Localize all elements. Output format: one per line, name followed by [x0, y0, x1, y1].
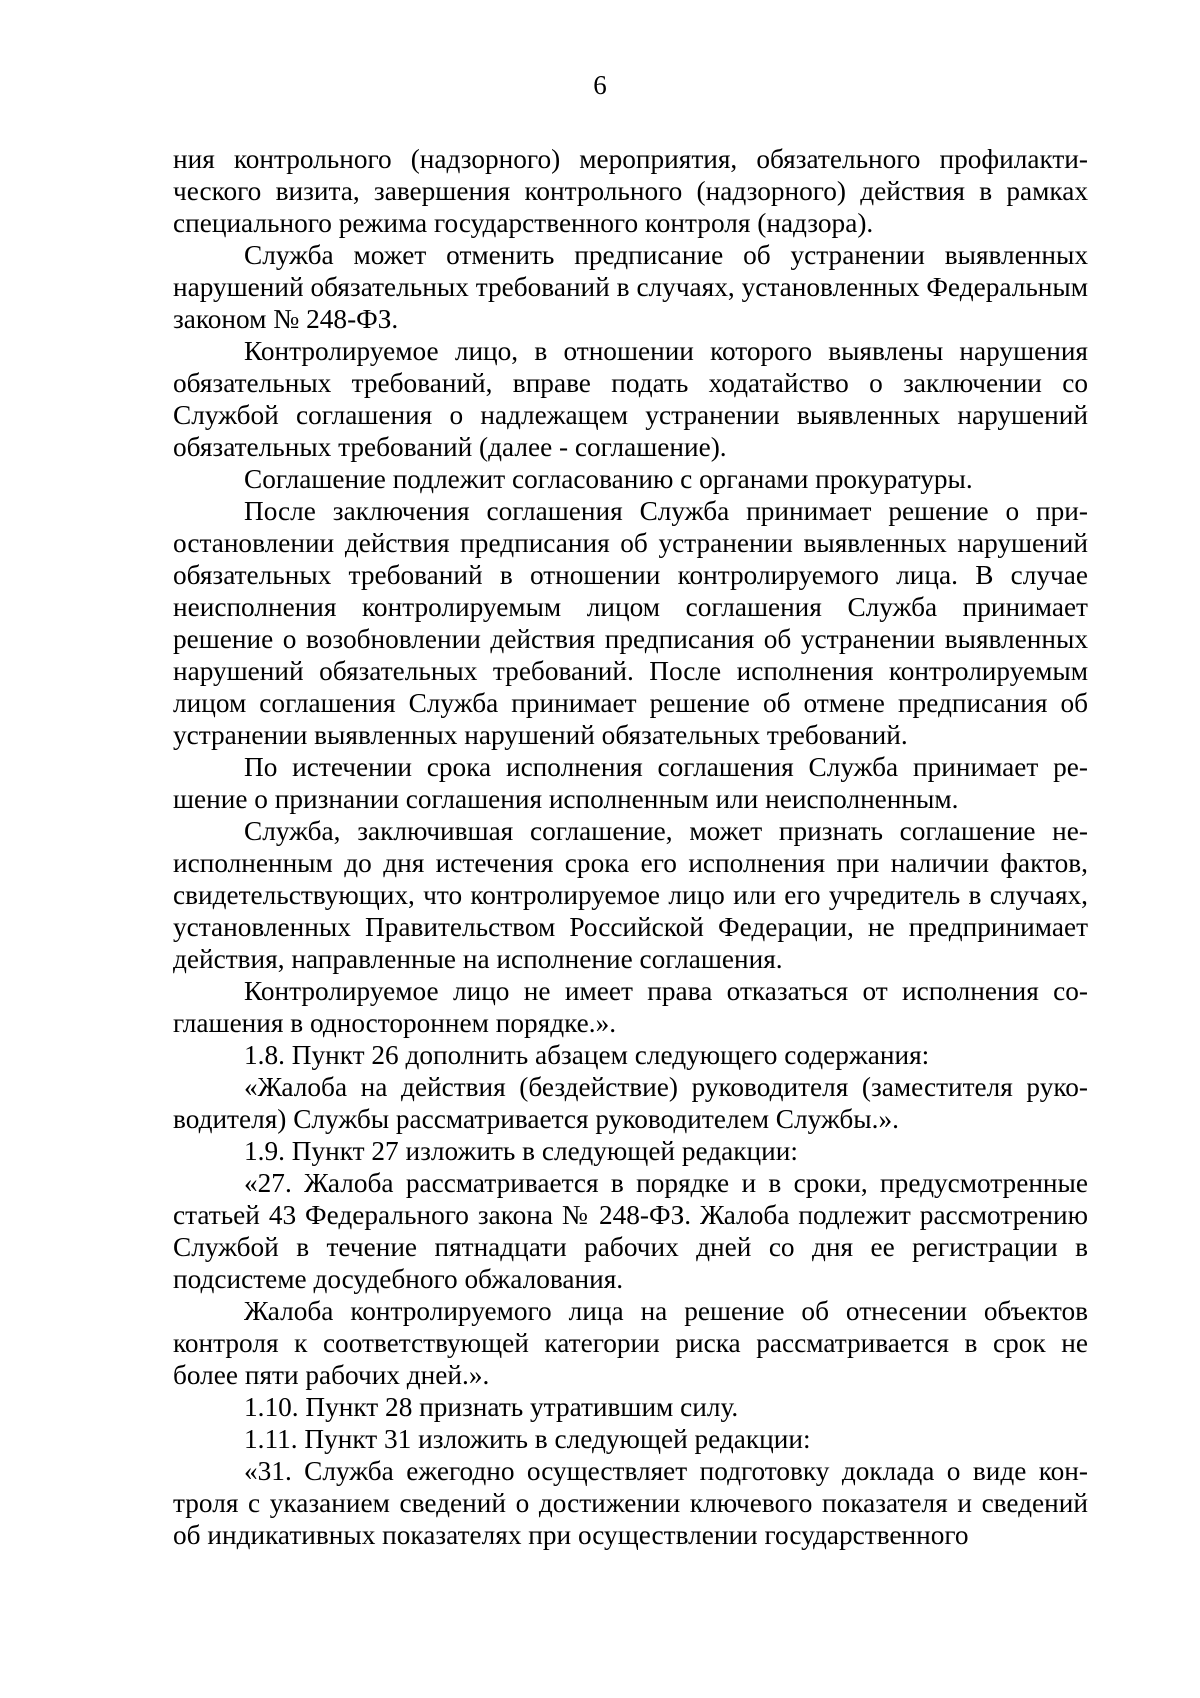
paragraph-suspension-decision: После заключения соглашения Служба принимает решение о приостановлении действия предписания об устранении выявленных нарушений обязательных требований в отношении контролируемого лица. В случае неисполнения контролируемым лицом соглашения Служба принимает решение о возобновлении действия предписания об устранении выявленных нарушений обязательных требований. После исполнения контролируемым лицом соглашения Служба принимает решение об отмене предписания об устранении выявленных нарушений обязательных требований. — [173, 496, 1088, 750]
paragraph-no-unilateral-refusal: Контролируемое лицо не имеет права отказаться от исполнения соглашения в одностороннем порядке.». — [173, 976, 1088, 1038]
paragraph-risk-category-complaint: Жалоба контролируемого лица на решение об отнесении объектов контроля к соответствующей категории риска рассматривается в срок не более пяти рабочих дней.». — [173, 1296, 1088, 1390]
paragraph-item-1-9: 1.9. Пункт 27 изложить в следующей редакции: — [244, 1136, 798, 1166]
paragraph-petition-agreement: Контролируемое лицо, в отношении которого выявлены нарушения обязательных требований, вправе подать ходатайство о заключении со Службой соглашения о надлежащем устранении выявленных нарушений обязательных требований (далее - соглашение). — [173, 336, 1088, 462]
paragraph-complaint-head: «Жалоба на действия (бездействие) руководителя (заместителя руководителя) Службы рассматривается руководителем Службы.». — [173, 1072, 1088, 1134]
paragraph-prosecutor-approval: Соглашение подлежит согласованию с органами прокуратуры. — [244, 464, 973, 494]
document-body — [173, 143, 1088, 1551]
paragraph-expiry-decision: По истечении срока исполнения соглашения Служба принимает решение о признании соглашения исполненным или неисполненным. — [173, 752, 1088, 814]
paragraph-item-31: «31. Служба ежегодно осуществляет подготовку доклада о виде контроля с указанием сведений о достижении ключевого показателя и сведений об индикативных показателях при осуществлении государственного — [173, 1456, 1088, 1550]
paragraph-early-nonfulfillment: Служба, заключившая соглашение, может признать соглашение неисполненным до дня истечения срока его исполнения при наличии фактов, свидетельствующих, что контролируемое лицо или его учредитель в случаях, установленных Правительством Российской Федерации, не предпринимает действия, направленные на исполнение соглашения. — [173, 816, 1088, 974]
paragraph-item-27: «27. Жалоба рассматривается в порядке и в сроки, предусмотренные статьей 43 Федерального закона № 248-ФЗ. Жалоба подлежит рассмотрению Службой в течение пятнадцати рабочих дней со дня ее регистрации в подсистеме досудебного обжалования. — [173, 1168, 1088, 1294]
page-number: 6 — [593, 70, 607, 100]
paragraph-item-1-8: 1.8. Пункт 26 дополнить абзацем следующего содержания: — [244, 1040, 930, 1070]
paragraph-item-1-10: 1.10. Пункт 28 признать утратившим силу. — [244, 1392, 739, 1422]
paragraph-continuation: ния контрольного (надзорного) мероприятия, обязательного профилактического визита, завершения контрольного (надзорного) действия в рамках специального режима государственного контроля (надзора). — [173, 144, 1088, 238]
paragraph-item-1-11: 1.11. Пункт 31 изложить в следующей редакции: — [244, 1424, 811, 1454]
paragraph-cancel-order: Служба может отменить предписание об устранении выявленных нарушений обязательных требований в случаях, установленных Федеральным законом № 248-ФЗ. — [173, 240, 1088, 334]
